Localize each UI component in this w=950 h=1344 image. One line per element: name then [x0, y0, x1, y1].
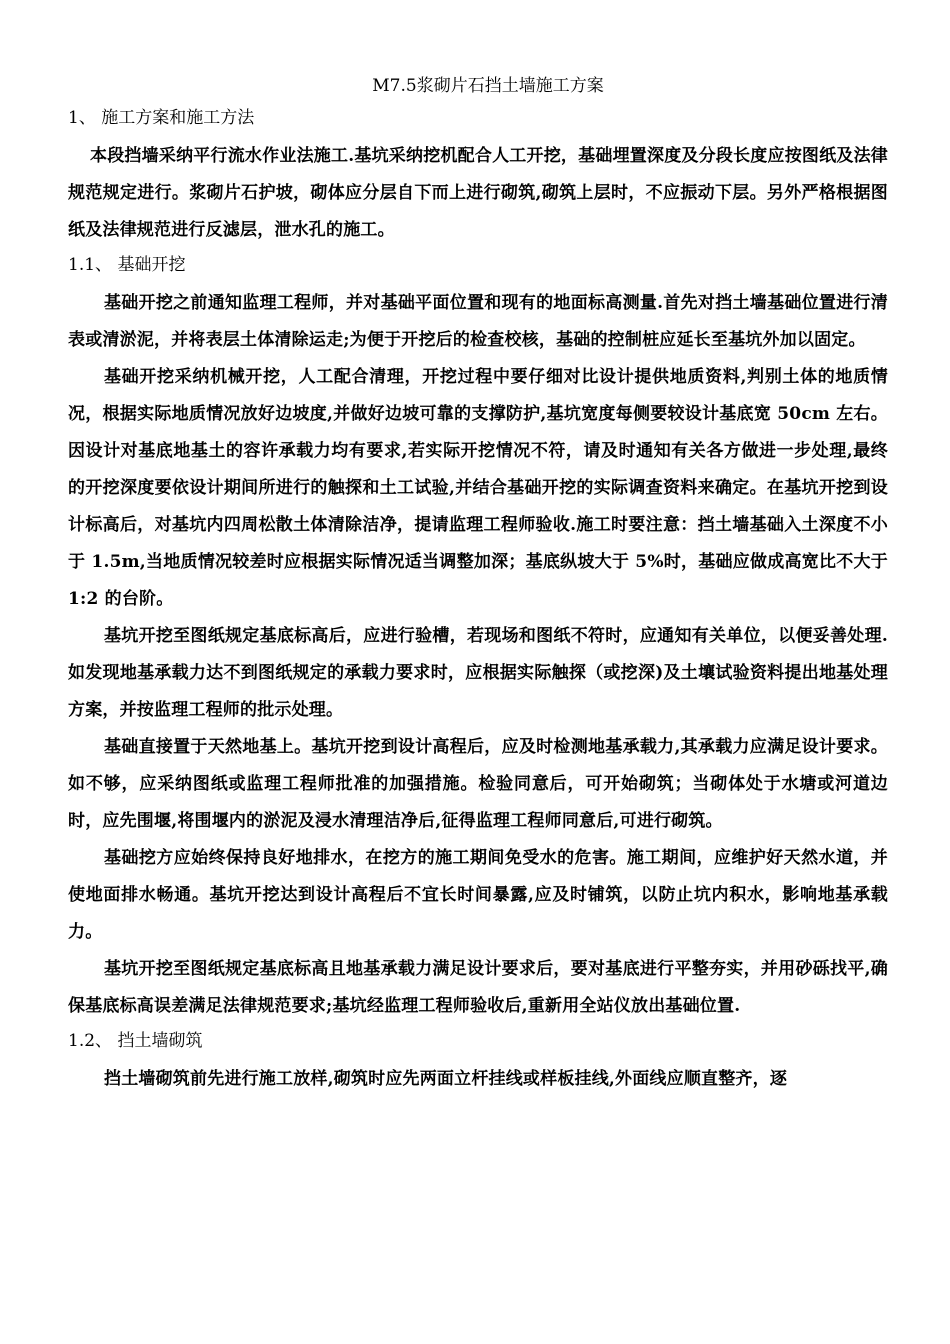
section-1-1-paragraph: 基础挖方应始终保持良好地排水，在挖方的施工期间免受水的危害。施工期间，应维护好天然水道，并使地面排水畅通。基坑开挖达到设计高程后不宜长时间暴露,应及时铺筑，以防止坑内积水，影响地基承载力。: [68, 848, 888, 942]
section-heading-1-1: 1.1、 基础开挖: [68, 255, 186, 275]
section-heading-1: 1、 施工方案和施工方法: [68, 108, 255, 128]
section-1-1-paragraph: 基础直接置于天然地基上。基坑开挖到设计高程后，应及时检测地基承载力,其承载力应满足设计要求。如不够，应采纳图纸或监理工程师批准的加强措施。检验同意后，可开始砌筑；当砌体处于水塘或河道边时，应先围堰,将围堰内的淤泥及浸水清理洁净后,征得监理工程师同意后,可进行砌筑。: [68, 737, 888, 831]
section-1-1-paragraph: 基坑开挖至图纸规定基底标高后，应进行验槽，若现场和图纸不符时，应通知有关单位，以便妥善处理.如发现地基承载力达不到图纸规定的承载力要求时，应根据实际触探（或挖深)及土壤试验资料提出地基处理方案，并按监理工程师的批示处理。: [68, 626, 888, 720]
section-heading-1-2: 1.2、 挡土墙砌筑: [68, 1031, 203, 1051]
section-1-1-paragraph: 基础开挖之前通知监理工程师，并对基础平面位置和现有的地面标高测量.首先对挡土墙基础位置进行清表或清淤泥，并将表层土体清除运走;为便于开挖后的检查校核，基础的控制桩应延长至基坑外加以固定。: [68, 293, 888, 350]
document-page: [68, 72, 888, 1098]
section-1-2-paragraph: 挡土墙砌筑前先进行施工放样,砌筑时应先两面立杆挂线或样板挂线,外面线应顺直整齐，逐: [104, 1069, 788, 1089]
section-1-1-paragraph: 基坑开挖至图纸规定基底标高且地基承载力满足设计要求后，要对基底进行平整夯实，并用砂砾找平,确保基底标高误差满足法律规范要求;基坑经监理工程师验收后,重新用全站仪放出基础位置.: [68, 959, 888, 1016]
section-1-1-paragraph: 基础开挖采纳机械开挖，人工配合清理，开挖过程中要仔细对比设计提供地质资料,判别土体的地质情况，根据实际地质情况放好边坡度,并做好边坡可靠的支撑防护,基坑宽度每侧要较设计基底宽 50cm 左右。因设计对基底地基土的容许承载力均有要求,若实际开挖情况不符，请及时通知有关各方做进一步处理,最终的开挖深度要依设计期间所进行的触探和土工试验,并结合基础开挖的实际调查资料来确定。在基坑开挖到设计标高后，对基坑内四周松散土体清除洁净，提请监理工程师验收.施工时要注意：挡土墙基础入土深度不小于 1.5m,当地质情况较差时应根据实际情况适当调整加深；基底纵坡大于 5%时，基础应做成高宽比不大于 1:2 的台阶。: [68, 367, 888, 609]
section-1-intro-paragraph: 本段挡墙采纳平行流水作业法施工.基坑采纳挖机配合人工开挖，基础埋置深度及分段长度应按图纸及法律规范规定进行。浆砌片石护坡，砌体应分层自下而上进行砌筑,砌筑上层时，不应振动下层。另外严格根据图纸及法律规范进行反滤层，泄水孔的施工。: [68, 146, 888, 240]
document-title: M7.5浆砌片石挡土墙施工方案: [372, 76, 604, 96]
